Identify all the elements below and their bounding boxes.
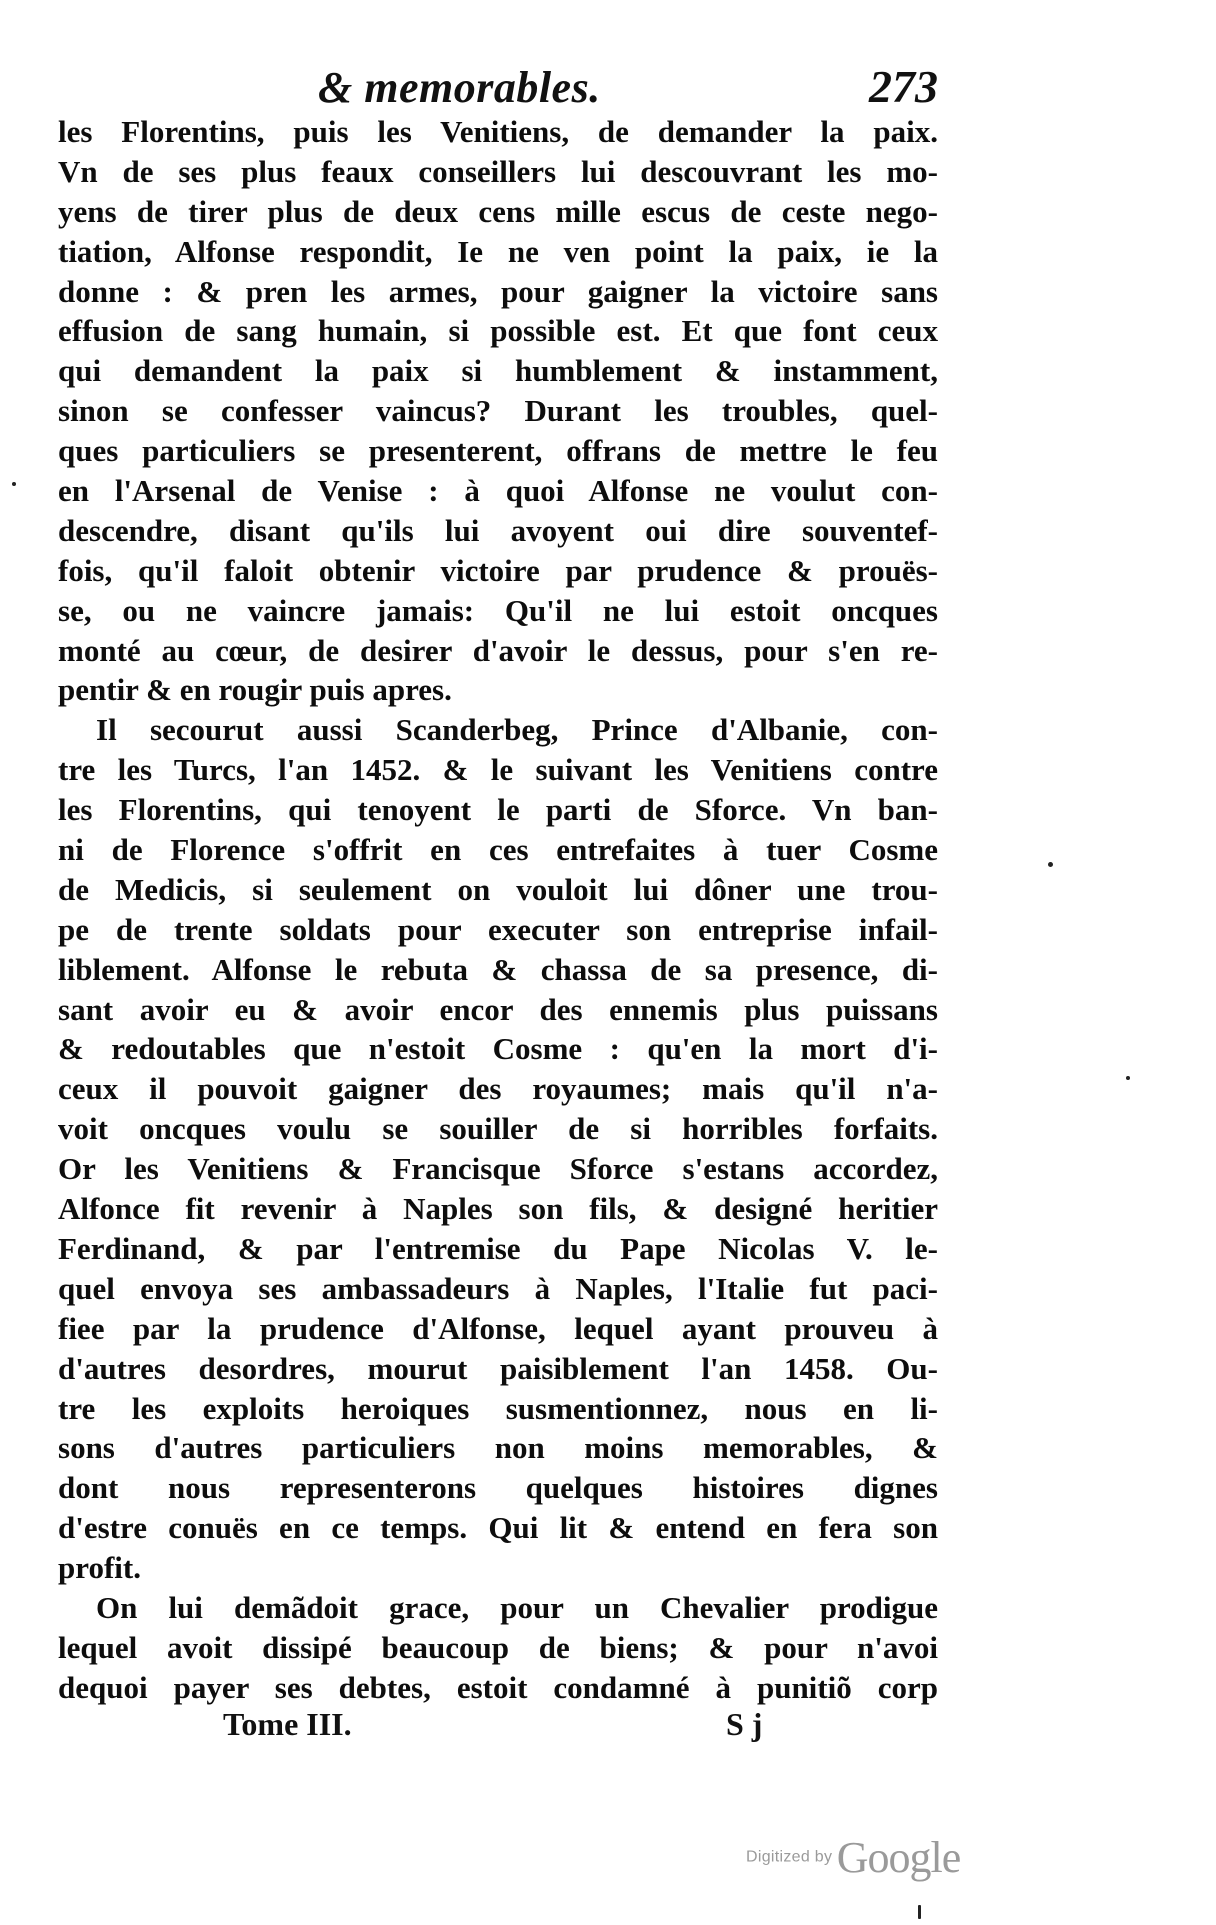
page-footer <box>58 1706 938 1756</box>
text-line: d'autres desordres, mourut paisiblement l'an 1458. Ou- <box>58 1350 938 1386</box>
text-line: se, ou ne vaincre jamais: Qu'il ne lui estoit oncques <box>58 592 938 628</box>
text-line: yens de tirer plus de deux cens mille escus de ceste nego- <box>58 193 938 229</box>
text-line: dont nous representerons quelques histoires dignes <box>58 1470 938 1506</box>
text-line: sons d'autres particuliers non moins memorables, & <box>58 1430 938 1466</box>
ink-speck <box>1126 1076 1130 1080</box>
text-line: tiation, Alfonse respondit, Ie ne ven point la paix, ie la <box>58 233 938 269</box>
page-number: 273 <box>869 61 938 112</box>
text-line: tre les Turcs, l'an 1452. & le suivant les Venitiens contre <box>58 752 938 788</box>
text-line: fois, qu'il faloit obtenir victoire par prudence & prouës- <box>58 552 938 588</box>
text-line: de Medicis, si seulement on vouloit lui dôner une trou- <box>58 871 938 907</box>
watermark-prefix: Digitized by <box>746 1848 833 1866</box>
text-line: pentir & en rougir puis apres. <box>58 672 452 708</box>
text-line: pe de trente soldats pour executer son entreprise infail- <box>58 911 938 947</box>
text-line: descendre, disant qu'ils lui avoyent oui dire souventef- <box>58 512 938 548</box>
body-text <box>58 112 938 1708</box>
text-line: d'estre conuës en ce temps. Qui lit & entend en fera son <box>58 1510 938 1546</box>
text-line: donne : & pren les armes, pour gaigner la victoire sans <box>58 273 938 309</box>
text-line: profit. <box>58 1550 141 1586</box>
text-line: les Florentins, puis les Venitiens, de demander la paix. <box>58 114 938 149</box>
text-line: qui demandent la paix si humblement & instamment, <box>58 353 938 389</box>
paragraph-start-line: Il secourut aussi Scanderbeg, Prince d'Albanie, con- <box>96 712 938 748</box>
text-line: & redoutables que n'estoit Cosme : qu'en la mort d'i- <box>58 1031 938 1067</box>
text-line: ni de Florence s'offrit en ces entrefaites à tuer Cosme <box>58 832 938 868</box>
text-line: voit oncques voulu se souiller de si horribles forfaits. <box>58 1111 938 1147</box>
google-logo: Google <box>836 1833 961 1882</box>
text-line: sinon se confesser vaincus? Durant les troubles, quel- <box>58 393 938 429</box>
text-line: Alfonce fit revenir à Naples son fils, & designé heritier <box>58 1191 938 1227</box>
text-line: Or les Venitiens & Francisque Sforce s'estans accordez, <box>58 1151 938 1187</box>
ink-speck <box>918 1905 921 1919</box>
digitized-watermark <box>746 1832 960 1882</box>
ink-speck <box>12 482 16 486</box>
ink-speck <box>1048 862 1053 867</box>
text-line: Vn de ses plus feaux conseillers lui descouvrant les mo- <box>58 153 938 189</box>
text-line: Ferdinand, & par l'entremise du Pape Nicolas V. le- <box>58 1230 938 1266</box>
paragraph-start-line: On lui demãdoit grace, pour un Chevalier prodigue <box>96 1589 938 1625</box>
running-title: & memorables. <box>318 63 601 112</box>
text-line: tre les exploits heroiques susmentionnez, nous en li- <box>58 1390 938 1426</box>
text-line: monté au cœur, de desirer d'avoir le dessus, pour s'en re- <box>58 632 938 668</box>
text-line: lequel avoit dissipé beaucoup de biens; & pour n'avoi <box>58 1629 938 1665</box>
text-line: les Florentins, qui tenoyent le parti de Sforce. Vn ban- <box>58 792 938 828</box>
text-line: en l'Arsenal de Venise : à quoi Alfonse ne voulut con- <box>58 473 938 509</box>
page-header <box>58 58 938 118</box>
text-line: fiee par la prudence d'Alfonse, lequel ayant prouveu à <box>58 1310 938 1346</box>
text-line: liblement. Alfonse le rebuta & chassa de sa presence, di- <box>58 951 938 987</box>
text-line: ceux il pouvoit gaigner des royaumes; mais qu'il n'a- <box>58 1071 938 1107</box>
text-line: effusion de sang humain, si possible est. Et que font ceux <box>58 313 938 349</box>
volume-mark: Tome III. <box>223 1706 352 1742</box>
text-line: sant avoir eu & avoir encor des ennemis plus puissans <box>58 991 938 1027</box>
text-line: quel envoya ses ambassadeurs à Naples, l'Italie fut paci- <box>58 1270 938 1306</box>
text-line: ques particuliers se presenterent, offrans de mettre le feu <box>58 433 938 469</box>
text-line: dequoi payer ses debtes, estoit condamné à punitiõ corp <box>58 1669 938 1705</box>
signature-mark: S j <box>726 1706 763 1742</box>
